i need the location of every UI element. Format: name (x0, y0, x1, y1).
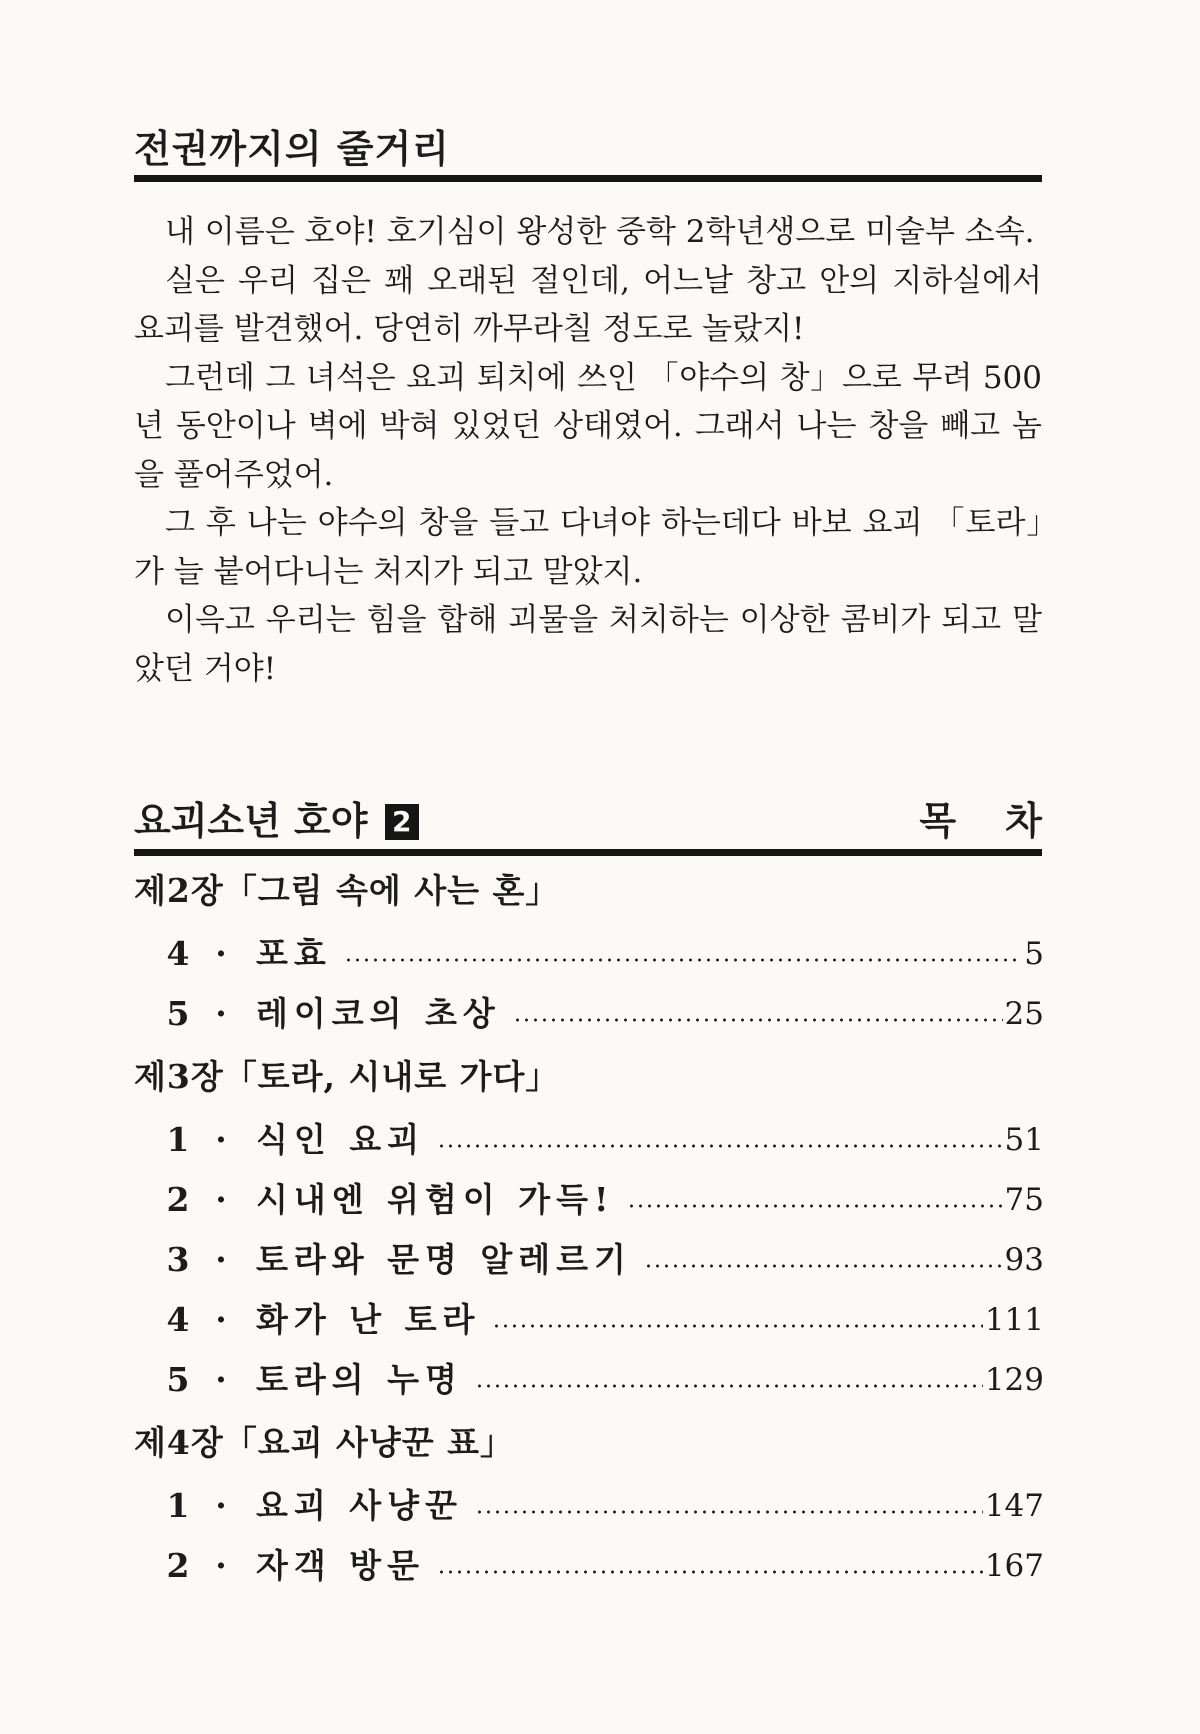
toc-item-title: 식인 요괴 (256, 1120, 426, 1159)
summary-paragraph: 내 이름은 호야! 호기심이 왕성한 중학 2학년생으로 미술부 소속. (165, 214, 1035, 250)
volume-badge: 2 (385, 804, 419, 840)
toc-item-page: 25 (1004, 996, 1044, 1032)
dot-leader (475, 1384, 983, 1388)
toc-item-number: 1 (166, 1486, 190, 1525)
book-title (134, 790, 419, 845)
toc-item[interactable] (134, 1290, 1044, 1350)
toc-item-dot: · (215, 934, 227, 973)
toc-item-dot: · (215, 1300, 227, 1339)
chapter-3 (134, 1054, 1044, 1410)
toc-item-number: 2 (166, 1546, 190, 1585)
toc-item-dot: · (215, 1120, 227, 1159)
summary-paragraph: 이윽고 우리는 힘을 합해 괴물을 처치하는 이상한 콤비가 되고 말았던 거야! (134, 602, 1042, 687)
dot-leader (437, 1570, 983, 1574)
toc-item-page: 75 (1004, 1182, 1044, 1218)
toc-item-number: 3 (166, 1240, 190, 1279)
toc-item-title: 시내엔 위험이 가득! (256, 1180, 615, 1219)
toc-item-page: 167 (984, 1548, 1044, 1584)
chapter-title: 제2장「그림 속에 사는 혼」 (134, 871, 560, 910)
toc-item[interactable] (134, 1230, 1044, 1290)
table-of-contents (134, 868, 1044, 1596)
toc-item-title: 포효 (256, 934, 332, 973)
toc-item-number: 4 (166, 1300, 190, 1339)
summary-body (134, 208, 1042, 693)
toc-item-title: 요괴 사냥꾼 (256, 1486, 463, 1525)
chapter-2 (134, 868, 1044, 1044)
toc-item-number: 2 (166, 1180, 190, 1219)
toc-item-dot: · (215, 1240, 227, 1279)
toc-item-page: 5 (1024, 936, 1044, 972)
toc-rule (134, 849, 1042, 856)
toc-item-title: 화가 난 토라 (256, 1300, 481, 1339)
dot-leader (627, 1204, 1003, 1208)
summary-rule (134, 175, 1042, 182)
toc-item-title: 자객 방문 (256, 1546, 426, 1585)
dot-leader (437, 1144, 1003, 1148)
chapter-title: 제3장「토라, 시내로 가다」 (134, 1057, 560, 1096)
toc-item-page: 129 (984, 1362, 1044, 1398)
toc-item[interactable] (134, 1170, 1044, 1230)
toc-item[interactable] (134, 924, 1044, 984)
toc-item[interactable] (134, 1110, 1044, 1170)
toc-item-page: 93 (1004, 1242, 1044, 1278)
toc-item-dot: · (215, 994, 227, 1033)
chapter-4 (134, 1420, 1044, 1596)
toc-item[interactable] (134, 1476, 1044, 1536)
toc-item-page: 111 (984, 1302, 1044, 1338)
book-title-text: 요괴소년 호야 (134, 799, 368, 843)
toc-item-dot: · (215, 1360, 227, 1399)
toc-item-dot: · (215, 1180, 227, 1219)
toc-item-title: 레이코의 초상 (256, 994, 501, 1033)
toc-header (134, 790, 1060, 843)
toc-item[interactable] (134, 984, 1044, 1044)
summary-paragraph: 그런데 그 녀석은 요괴 퇴치에 쓰인 「야수의 창」으로 무려 500년 동안이나 벽에 박혀 있었던 상태였어. 그래서 나는 창을 빼고 놈을 풀어주었어. (134, 359, 1042, 493)
dot-leader (644, 1264, 1003, 1268)
toc-item-page: 51 (1004, 1122, 1044, 1158)
dot-leader (475, 1510, 983, 1514)
toc-item-number: 4 (166, 934, 190, 973)
toc-item-number: 1 (166, 1120, 190, 1159)
chapter-title: 제4장「요괴 사냥꾼 표」 (134, 1423, 514, 1462)
toc-item-number: 5 (166, 994, 190, 1033)
dot-leader (513, 1018, 1003, 1022)
toc-item[interactable] (134, 1350, 1044, 1410)
dot-leader (492, 1324, 982, 1328)
toc-item[interactable] (134, 1536, 1044, 1596)
toc-item-title: 토라의 누명 (256, 1360, 463, 1399)
toc-item-number: 5 (166, 1360, 190, 1399)
summary-title: 전권까지의 줄거리 (134, 127, 450, 171)
summary-paragraph: 그 후 나는 야수의 창을 들고 다녀야 하는데다 바보 요괴 「토라」가 늘 붙어다니는 처지가 되고 말았지. (134, 505, 1042, 590)
summary-paragraph: 실은 우리 집은 꽤 오래된 절인데, 어느날 창고 안의 지하실에서 요괴를 발견했어. 당연히 까무라칠 정도로 놀랐지! (134, 262, 1042, 347)
toc-label: 목 차 (919, 799, 1060, 843)
dot-leader (344, 958, 1023, 962)
toc-item-dot: · (215, 1546, 227, 1585)
toc-item-dot: · (215, 1486, 227, 1525)
toc-item-title: 토라와 문명 알레르기 (256, 1240, 632, 1279)
toc-item-page: 147 (984, 1488, 1044, 1524)
